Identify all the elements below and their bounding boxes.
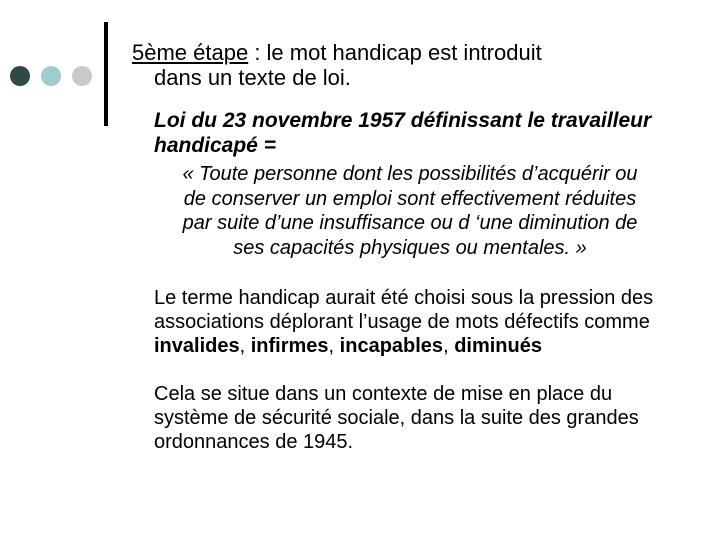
title-divider (104, 22, 108, 126)
separator: , (239, 335, 251, 357)
word-invalides: invalides (154, 335, 240, 357)
separator: , (443, 335, 455, 357)
step-label: 5ème étape (132, 40, 249, 65)
paragraph-context: Cela se situe dans un contexte de mise en place du système de sécurité sociale, dans la suite des grandes ordonnances de 1945. (154, 383, 639, 453)
law-title: Loi du 23 novembre 1957 définissant le travailleur handicapé = (154, 109, 652, 157)
heading-rest-line1: : le mot handicap est introduit (248, 40, 542, 65)
gray-dot-icon (72, 66, 92, 86)
dark-dot-icon (10, 66, 30, 86)
paragraph-handicap-term (154, 286, 674, 358)
word-incapables: incapables (339, 335, 444, 357)
heading-rest-line2: dans un texte de loi. (154, 65, 351, 90)
separator: , (328, 335, 340, 357)
word-infirmes: infirmes (250, 335, 329, 357)
slide-heading (132, 40, 692, 90)
word-diminues: diminués (454, 335, 542, 357)
teal-dot-icon (41, 66, 61, 86)
law-quote: « Toute personne dont les possibilités d’acquérir ou de conserver un emploi sont effectivement réduites par suite d’une insuffisance ou d ‘une diminution de ses capacités physiques ou mentales. » (182, 163, 638, 259)
paragraph1-text: Le terme handicap aurait été choisi sous la pression des associations déplorant l’usage de mots défectifs comme (154, 287, 654, 333)
bullet-dots-icon (10, 66, 92, 86)
